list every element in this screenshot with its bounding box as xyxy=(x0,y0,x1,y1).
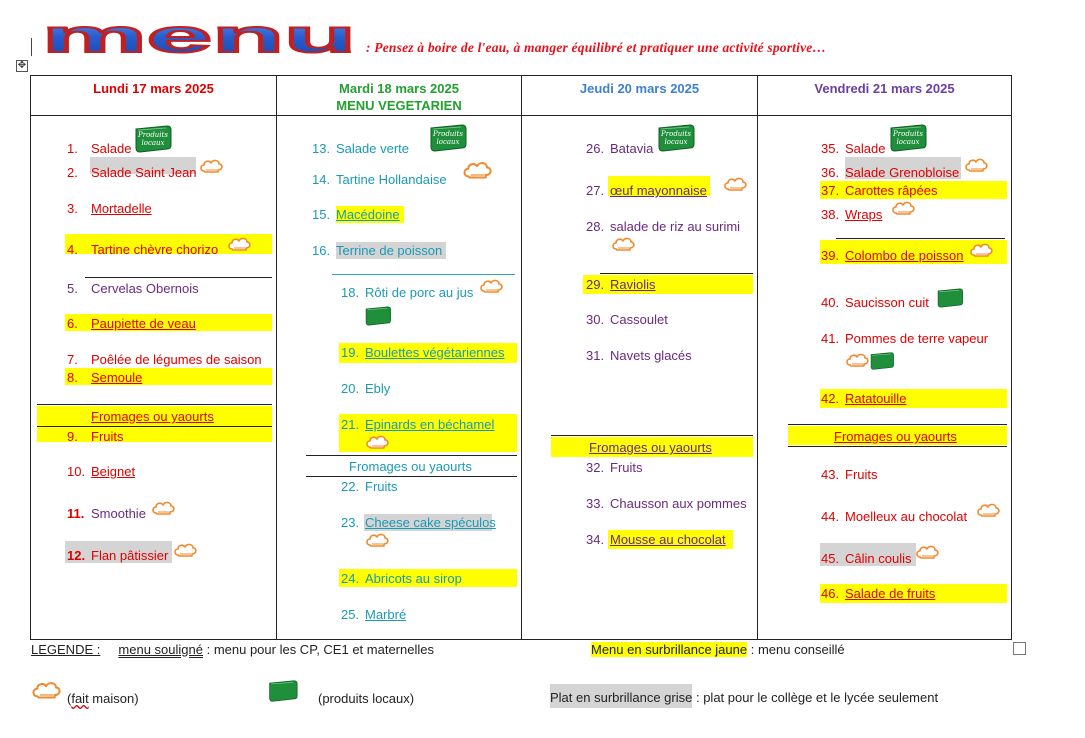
cheese-course: Fromages ou yaourts xyxy=(589,440,712,455)
divider-line xyxy=(551,435,753,436)
list-item: 25. Marbré xyxy=(341,607,407,622)
list-item: 46. Salade de fruits xyxy=(821,586,936,601)
column-divider xyxy=(521,75,522,640)
legend-grey-term: Plat en surbrillance grise xyxy=(550,684,692,708)
list-item: 37. Carottes râpées xyxy=(821,183,938,198)
svg-text:locaux: locaux xyxy=(436,138,460,146)
divider-line xyxy=(600,273,753,274)
homemade-icon xyxy=(365,434,389,453)
svg-text:locaux: locaux xyxy=(141,139,165,147)
list-item: 12. Flan pâtissier xyxy=(67,548,169,563)
list-item: 7. Poêlée de légumes de saison xyxy=(67,352,262,367)
divider-line xyxy=(306,476,517,477)
legend-grey: Plat en surbrillance grise : plat pour le collège et le lycée seulement xyxy=(550,684,938,708)
list-item: 42. Ratatouille xyxy=(821,391,907,406)
list-item: 29. Raviolis xyxy=(586,277,656,292)
list-item: 9. Fruits xyxy=(67,429,124,444)
local-products-icon xyxy=(428,124,468,152)
list-item: 28. salade de riz au surimi xyxy=(586,219,741,234)
list-item: 45. Câlin coulis xyxy=(821,551,912,566)
legend-underline: LEGENDE : menu souligné : menu pour les CP, CE1 et maternelles xyxy=(31,642,434,657)
svg-text:Produits: Produits xyxy=(138,131,168,139)
homemade-icon xyxy=(365,532,389,551)
svg-text:Produits: Produits xyxy=(661,130,691,138)
text-cursor xyxy=(31,38,32,56)
homemade-icon xyxy=(976,502,1000,521)
homemade-icon xyxy=(31,680,61,703)
list-item: 35. Salade xyxy=(821,141,886,156)
local-products-icon xyxy=(936,288,964,308)
list-item: 30. Cassoulet xyxy=(586,312,668,327)
divider-line xyxy=(306,455,517,456)
local-products-icon xyxy=(267,680,299,702)
divider-line xyxy=(788,446,1007,447)
cheese-course: Fromages ou yaourts xyxy=(834,429,957,444)
list-item: 14. Tartine Hollandaise xyxy=(312,172,447,187)
homemade-icon xyxy=(479,278,503,297)
homemade-icon xyxy=(199,158,223,177)
svg-text:locaux: locaux xyxy=(896,138,920,146)
cheese-course: Fromages ou yaourts xyxy=(349,459,472,474)
divider-line xyxy=(788,424,1007,425)
list-item: 31. Navets glacés xyxy=(586,348,692,363)
cheese-course: Fromages ou yaourts xyxy=(91,409,214,424)
homemade-icon xyxy=(723,176,747,195)
list-item: 2. Salade Saint Jean xyxy=(67,165,197,180)
day-header-friday: Vendredi 21 mars 2025 xyxy=(814,81,955,96)
vegetarian-label: MENU VEGETARIEN xyxy=(336,98,462,113)
day-header-monday: Lundi 17 mars 2025 xyxy=(93,81,214,96)
divider-line xyxy=(332,274,515,275)
list-item: 38. Wraps xyxy=(821,207,883,222)
list-item: 41. Pommes de terre vapeur xyxy=(821,331,989,346)
homemade-icon xyxy=(845,352,869,371)
checkbox[interactable] xyxy=(1013,642,1026,655)
menu-logo-text: menu xyxy=(42,22,356,58)
column-divider xyxy=(757,75,758,640)
list-item: 23. Cheese cake spéculos xyxy=(341,515,496,530)
list-item: 34. Mousse au chocolat xyxy=(586,532,726,547)
menu-logo xyxy=(40,22,360,58)
local-products-icon xyxy=(133,125,173,153)
legend-homemade: (fait maison) xyxy=(67,691,139,706)
list-item: 20. Ebly xyxy=(341,381,391,396)
list-item: 43. Fruits xyxy=(821,467,878,482)
list-item: 19. Boulettes végétariennes xyxy=(341,345,505,360)
legend-local-products: (produits locaux) xyxy=(318,691,415,706)
divider-line xyxy=(37,404,272,405)
divider-line xyxy=(37,426,272,427)
list-item: 1. Salade xyxy=(67,141,132,156)
day-header-tuesday: Mardi 18 mars 2025 MENU VEGETARIEN xyxy=(277,80,521,114)
list-item: 18. Rôti de porc au jus xyxy=(341,285,474,300)
homemade-icon xyxy=(151,500,175,519)
homemade-icon xyxy=(227,236,251,255)
list-item: 22. Fruits xyxy=(341,479,398,494)
divider-line xyxy=(836,238,1005,239)
list-item: 26. Batavia xyxy=(586,141,654,156)
column-divider xyxy=(276,75,277,640)
list-item: 40. Saucisson cuit xyxy=(821,295,929,310)
list-item: 33. Chausson aux pommes xyxy=(586,496,747,511)
legend-underline-term: menu souligné xyxy=(118,642,203,657)
local-products-icon xyxy=(888,124,928,152)
list-item: 11. Smoothie xyxy=(67,506,146,521)
list-item: 44. Moelleux au chocolat xyxy=(821,509,968,524)
homemade-icon xyxy=(964,157,988,176)
list-item: 39. Colombo de poisson xyxy=(821,248,964,263)
day-header-thursday: Jeudi 20 mars 2025 xyxy=(579,81,700,96)
list-item: 3. Mortadelle xyxy=(67,201,152,216)
list-item: 16. Terrine de poisson xyxy=(312,243,443,258)
svg-text:locaux: locaux xyxy=(664,138,688,146)
list-item: 10. Beignet xyxy=(67,464,136,479)
divider-line xyxy=(85,277,272,278)
legend-yellow: Menu en surbrillance jaune : menu conseillé xyxy=(591,642,845,657)
list-item: 21. Epinards en béchamel xyxy=(341,417,495,432)
tagline: : Pensez à boire de l'eau, à manger équilibré et pratiquer une activité sportive… xyxy=(366,40,827,55)
local-products-icon xyxy=(869,352,895,370)
homemade-icon xyxy=(173,542,197,561)
homemade-icon xyxy=(611,236,635,255)
table-move-handle[interactable]: ✥ xyxy=(17,60,27,71)
local-products-icon xyxy=(364,306,392,326)
list-item: 5. Cervelas Obernois xyxy=(67,281,199,296)
list-item: 6. Paupiette de veau xyxy=(67,316,196,331)
legend-yellow-term: Menu en surbrillance jaune xyxy=(591,642,748,657)
list-item: 15. Macédoine xyxy=(312,207,400,222)
list-item: 27. œuf mayonnaise xyxy=(586,183,707,198)
homemade-icon xyxy=(915,544,939,563)
list-item: 8. Semoule xyxy=(67,370,143,385)
list-item: 4. Tartine chèvre chorizo xyxy=(67,242,219,257)
list-item: 13. Salade verte xyxy=(312,141,409,156)
svg-text:Produits: Produits xyxy=(433,130,463,138)
local-products-icon xyxy=(656,124,696,152)
homemade-icon xyxy=(969,242,993,261)
list-item: 32. Fruits xyxy=(586,460,643,475)
list-item: 24. Abricots au sirop xyxy=(341,571,462,586)
svg-text:Produits: Produits xyxy=(893,130,923,138)
homemade-icon xyxy=(462,160,492,183)
homemade-icon xyxy=(891,200,915,219)
list-item: 36. Salade Grenobloise xyxy=(821,165,960,180)
